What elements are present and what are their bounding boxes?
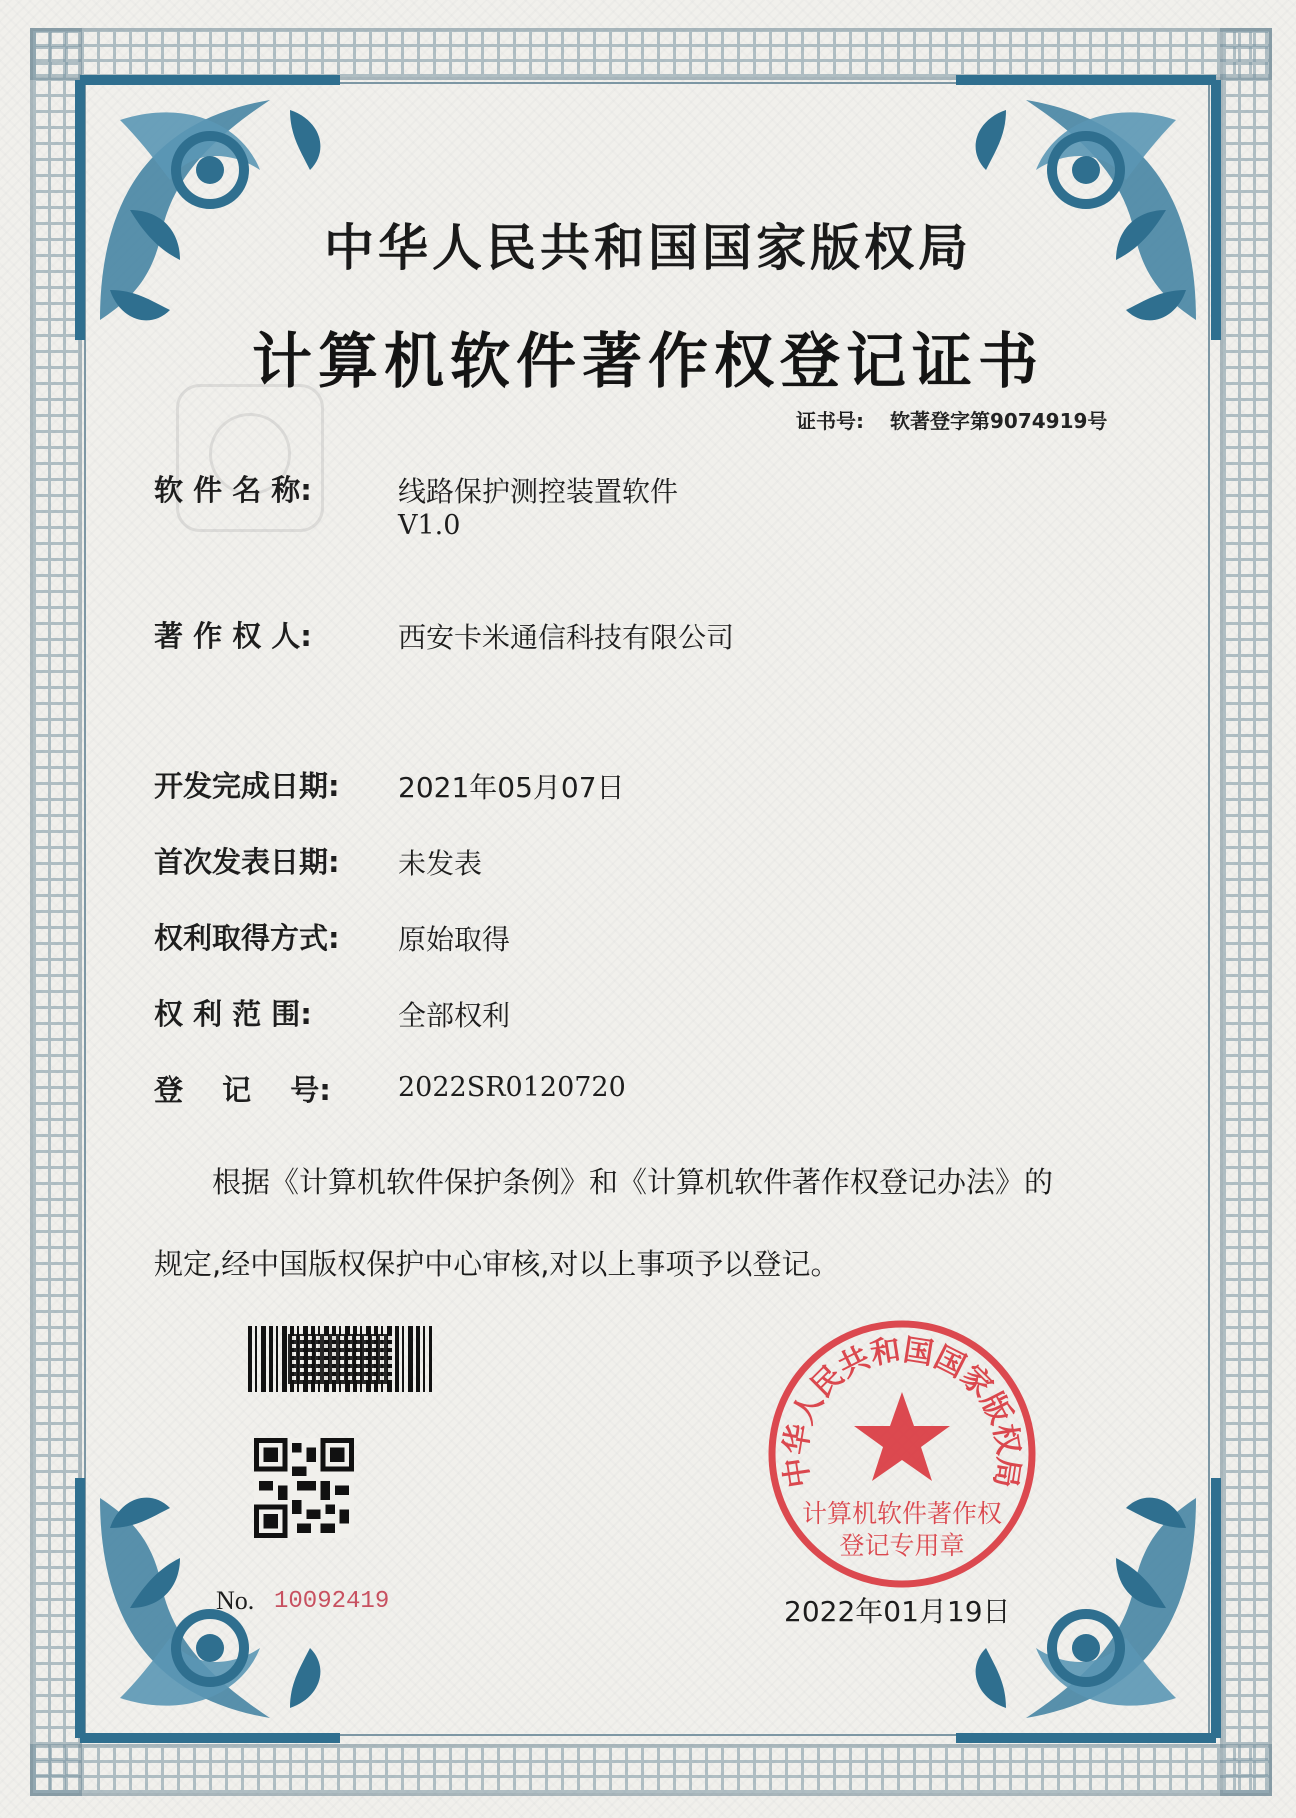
- publish-date-value: 未发表: [398, 847, 483, 880]
- seal-inner-line-2: 登记专用章: [839, 1531, 965, 1560]
- qr-code: [254, 1438, 354, 1538]
- software-name-value: 线路保护测控装置软件: [398, 475, 679, 508]
- registration-number-value: 2022SR0120720: [398, 1072, 626, 1103]
- serial-number-label: No.: [216, 1586, 255, 1615]
- embossed-seal-mark: [176, 384, 324, 532]
- certificate-title: 计算机软件著作权登记证书: [252, 327, 1044, 397]
- software-name-label: 软 件 名 称:: [154, 473, 312, 507]
- barcode: [248, 1326, 432, 1392]
- official-red-seal: [762, 1314, 1042, 1594]
- copyright-owner-label: 著 作 权 人:: [154, 619, 312, 653]
- acquisition-method-value: 原始取得: [398, 923, 511, 956]
- issue-date: 2022年01月19日: [784, 1595, 1011, 1628]
- copyright-owner-value: 西安卡米通信科技有限公司: [398, 621, 735, 654]
- software-version-value: V1.0: [398, 510, 461, 541]
- registration-number-label: 登 记 号:: [154, 1073, 331, 1107]
- certificate-number: [796, 405, 1107, 434]
- certificate-number-label: 证书号:: [796, 409, 864, 433]
- seal-inner-line-1: 计算机软件著作权: [801, 1499, 1003, 1528]
- rights-scope-label: 权 利 范 围:: [154, 997, 312, 1031]
- publish-date-label: 首次发表日期:: [154, 845, 340, 879]
- rights-scope-value: 全部权利: [398, 999, 511, 1032]
- statement-line-1: 根据《计算机软件保护条例》和《计算机软件著作权登记办法》的: [212, 1165, 1054, 1199]
- statement-line-2: 规定,经中国版权保护中心审核,对以上事项予以登记。: [154, 1247, 840, 1281]
- certificate-number-value: 软著登字第9074919号: [890, 409, 1108, 433]
- completion-date-label: 开发完成日期:: [154, 769, 340, 803]
- seal-outer-text: 中华人民共和国国家版权局: [778, 1332, 1026, 1490]
- serial-number-value: 10092419: [274, 1588, 390, 1615]
- completion-date-value: 2021年05月07日: [398, 771, 625, 804]
- issuer-title: 中华人民共和国国家版权局: [324, 219, 972, 277]
- acquisition-method-label: 权利取得方式:: [154, 921, 340, 955]
